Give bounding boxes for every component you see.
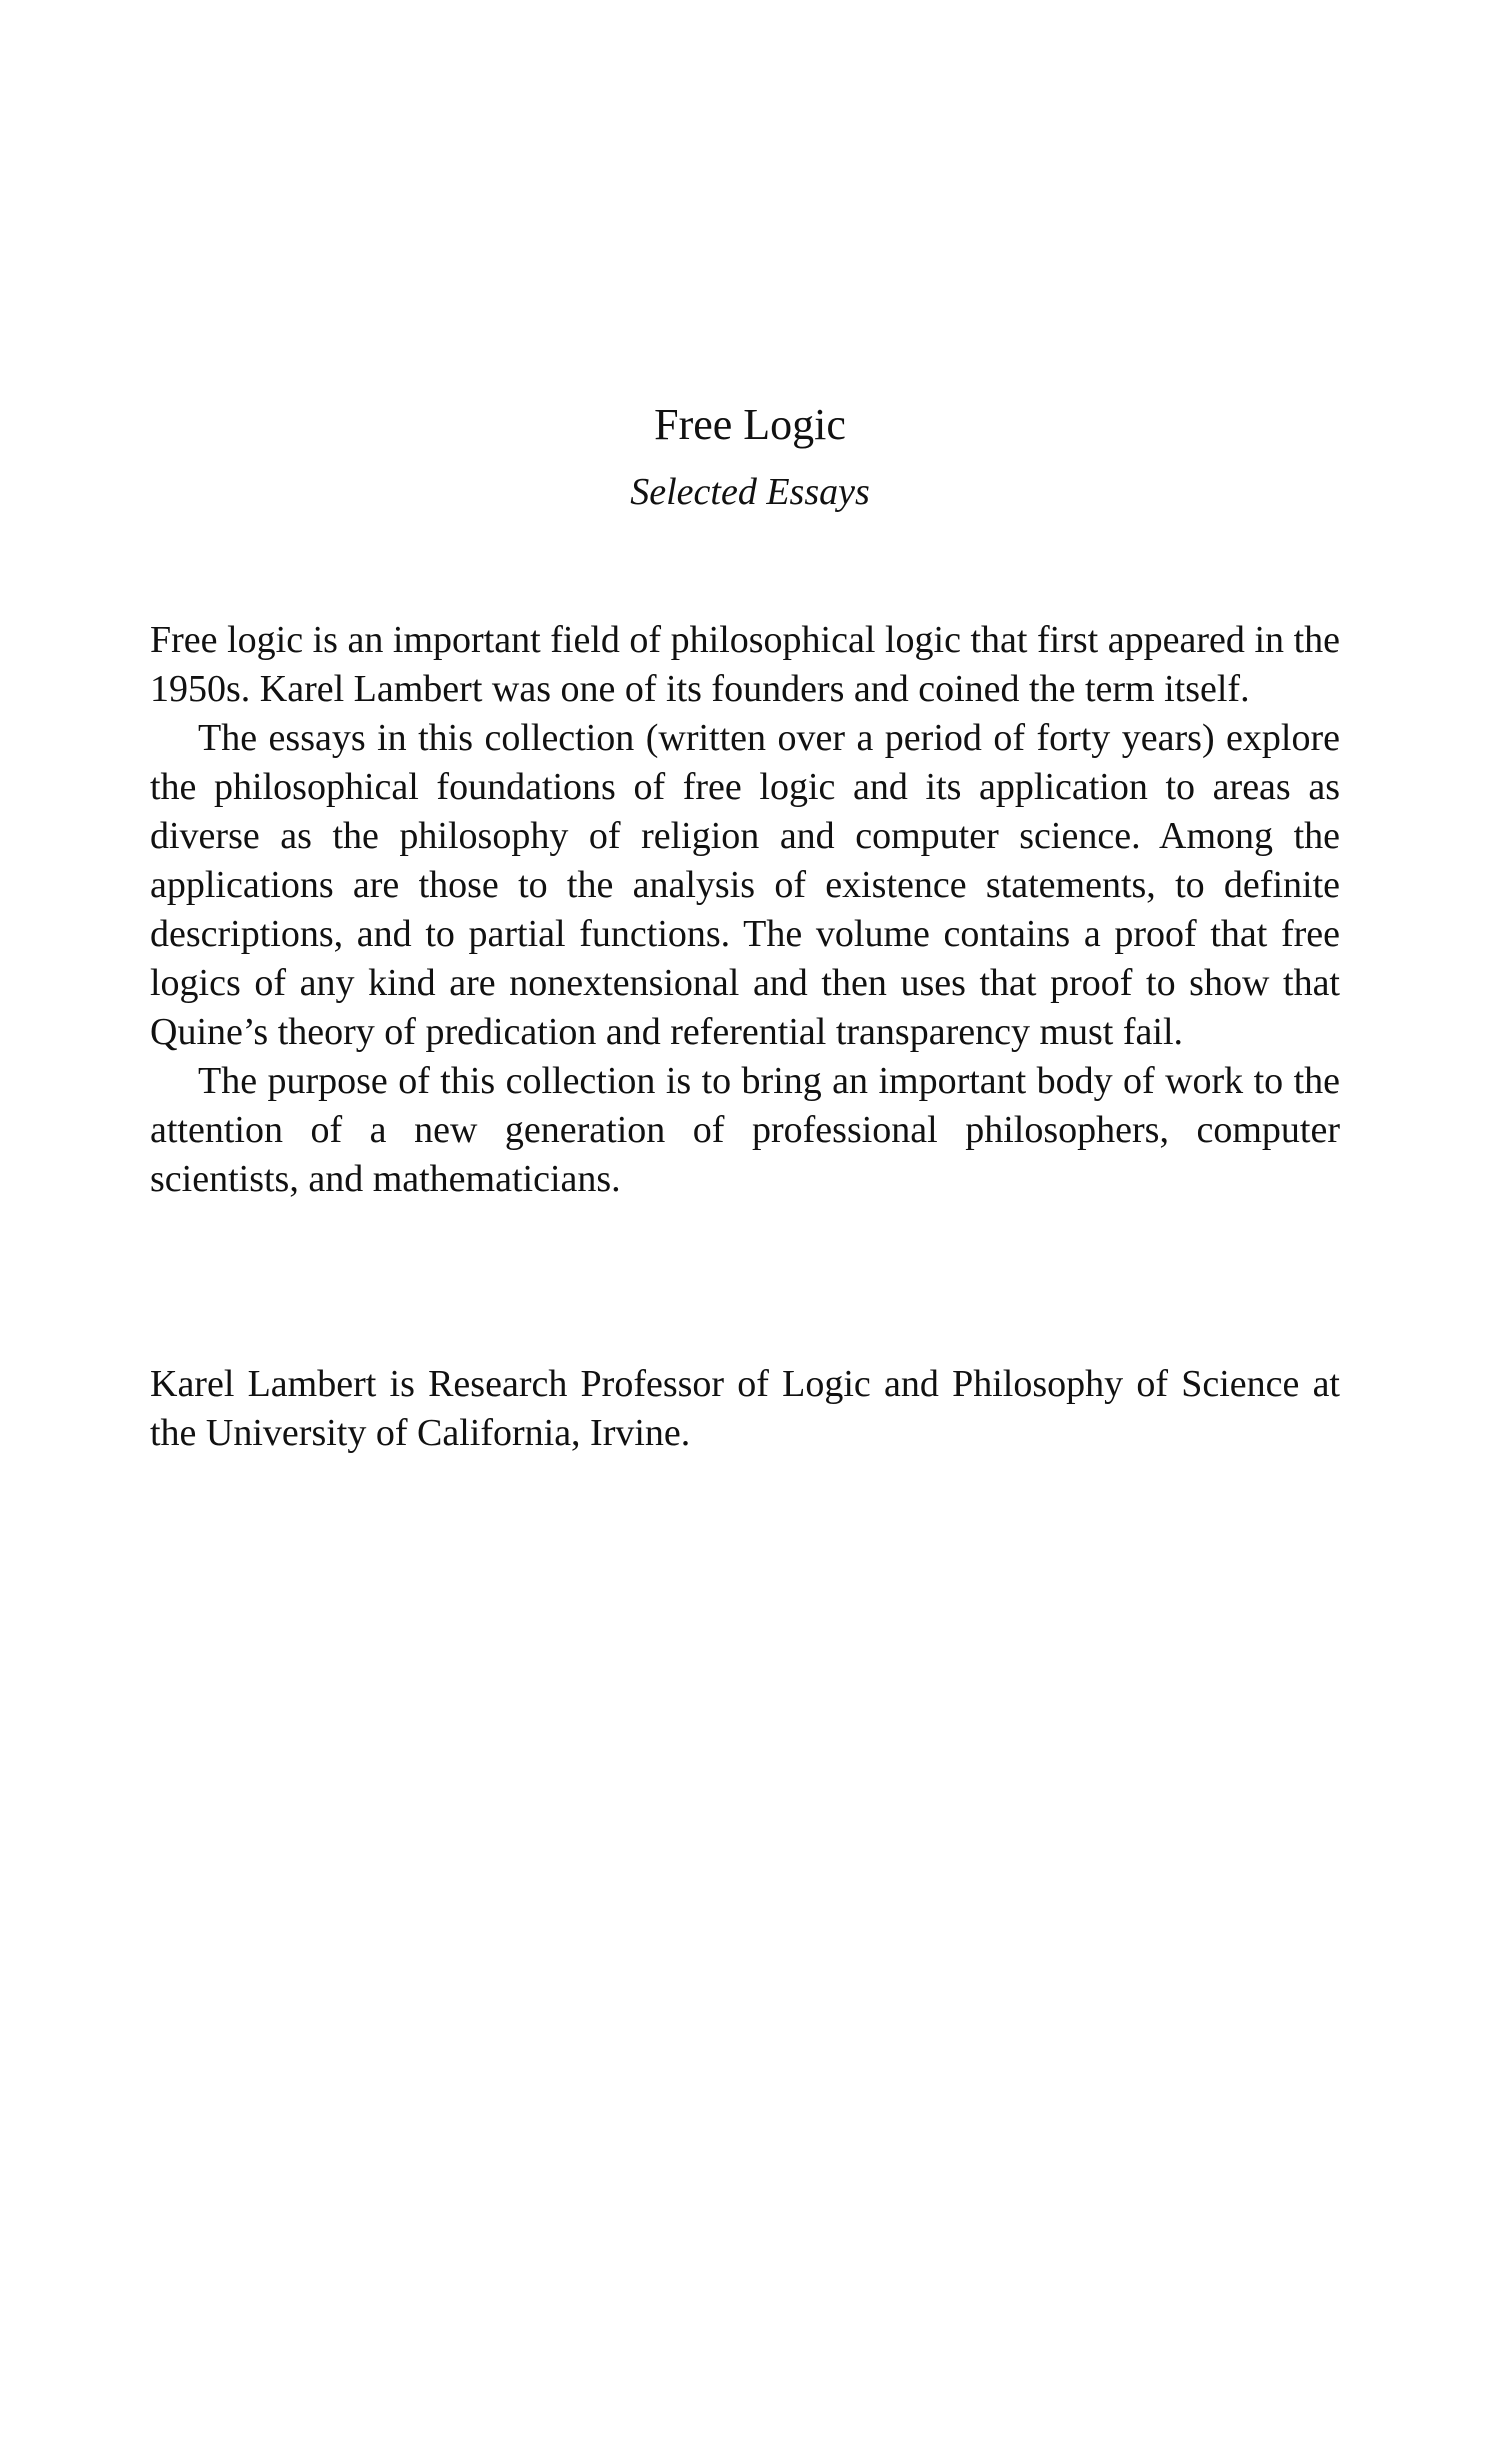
description-paragraph-2: The essays in this collection (written over a period of forty years) explore the philosophical foundations of free logic and its application to areas as diverse as the philosophy of religion and computer science. Among the applications are those to the analysis of existence statements, to definite descriptions, and to partial functions. The volume contains a proof that free logics of any kind are nonextensional and then uses that proof to show that Quine’s theory of predication and referential transparency must fail. [150, 717, 1340, 1053]
description-paragraph-1: Free logic is an important field of philosophical logic that first appeared in the 1950s. Karel Lambert was one of its founders and coined the term itself. [150, 619, 1340, 710]
description-paragraph-3: The purpose of this collection is to bring an important body of work to the attention of a new generation of professional philosophers, computer scientists, and mathematicians. [150, 1060, 1340, 1200]
description [150, 616, 1340, 1204]
author-bio: Karel Lambert is Research Professor of Logic and Philosophy of Science at the University of California, Irvine. [150, 1363, 1340, 1454]
book-title: Free Logic [654, 400, 846, 449]
book-subtitle: Selected Essays [630, 471, 870, 513]
author-bio-block [150, 1360, 1340, 1458]
